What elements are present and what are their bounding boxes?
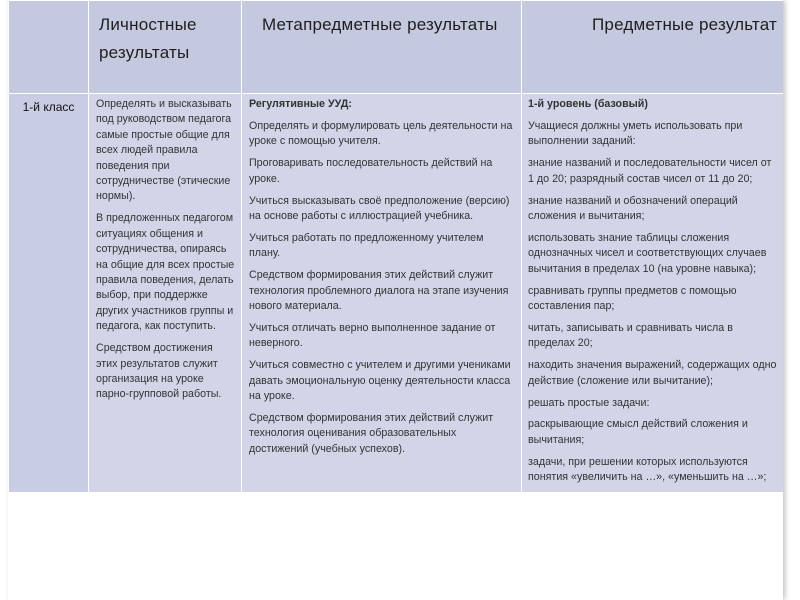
subject-paragraph: знание названий и последовательности чисел от 1 до 20; разрядный состав чисел от 11 до 20; (528, 157, 772, 185)
personal-results-cell (89, 94, 242, 493)
meta-paragraph: Средством формирования этих действий служит технология оценивания образовательных достижений (учебных успехов). (249, 411, 494, 455)
header-personal: Личностные результаты (99, 15, 197, 62)
subject-paragraph: Учащиеся должны уметь использовать при выполнении заданий: (528, 119, 743, 148)
slide (8, 0, 783, 600)
subject-paragraph: сравнивать группы предметов с помощью составления пар; (528, 284, 737, 312)
personal-paragraph: В предложенных педагогом ситуациях общения и сотрудничества, опираясь на общие для всех простые правила поведения, делать выбор, при поддержке других участников группы и педагога, как поступить. (96, 212, 235, 333)
subject-paragraph: находить значения выражений, содержащих одно действие (сложение или вычитание); (528, 359, 777, 387)
subject-results-cell (522, 94, 784, 493)
subject-title: 1-й уровень (базовый) (528, 98, 648, 110)
meta-title: Регулятивные УУД: (249, 98, 352, 110)
subject-paragraph: знание названий и обозначений операций сложения и вычитания; (528, 194, 738, 222)
meta-paragraph: Учиться отличать верно выполненное задание от неверного. (249, 321, 496, 350)
meta-paragraph: Средством формирования этих действий служит технология проблемного диалога на этапе изучения нового материала. (249, 269, 509, 312)
header-subject: Предметные результат (592, 15, 777, 34)
meta-paragraph: Учиться высказывать своё предположение (версию) на основе работы с иллюстрацией учебника. (249, 194, 510, 222)
subject-paragraph: использовать знание таблицы сложения однозначных чисел и соответствующих случаев вычитания в пределах 10 (на уровне навыка); (528, 231, 767, 275)
meta-results-cell (242, 94, 522, 493)
personal-paragraph: Определять и высказывать под руководством педагога самые простые общие для всех людей правила поведения при сотрудничестве (этические нормы). (96, 98, 232, 203)
personal-paragraph: Средством достижения этих результатов служит организация на уроке парно-групповой работы. (96, 342, 222, 401)
header-meta: Метапредметные результаты (262, 15, 498, 34)
grade-label-cell (9, 94, 89, 493)
header-subject-cell (522, 1, 784, 94)
header-personal-cell (89, 1, 242, 94)
subject-paragraph: решать простые задачи: (528, 396, 650, 409)
header-meta-cell (242, 1, 522, 94)
meta-paragraph: Учиться работать по предложенному учителем плану. (249, 231, 484, 260)
meta-paragraph: Учиться совместно с учителем и другими учениками давать эмоциональную оценку деятельности класса на уроке. (249, 359, 511, 402)
subject-paragraph: раскрывающие смысл действий сложения и вычитания; (528, 418, 748, 446)
grade-label: 1-й класс (22, 100, 75, 114)
header-empty-cell (9, 1, 89, 94)
subject-paragraph: читать, записывать и сравнивать числа в пределах 20; (528, 321, 733, 350)
results-table (8, 0, 783, 493)
meta-paragraph: Определять и формулировать цель деятельности на уроке с помощью учителя. (249, 119, 513, 148)
table-row (9, 94, 784, 493)
subject-paragraph: задачи, при решении которых используются понятия «увеличить на …», «уменьшить на …»; (528, 455, 767, 484)
table-header-row (9, 1, 784, 94)
meta-paragraph: Проговаривать последовательность действий на уроке. (249, 157, 493, 185)
